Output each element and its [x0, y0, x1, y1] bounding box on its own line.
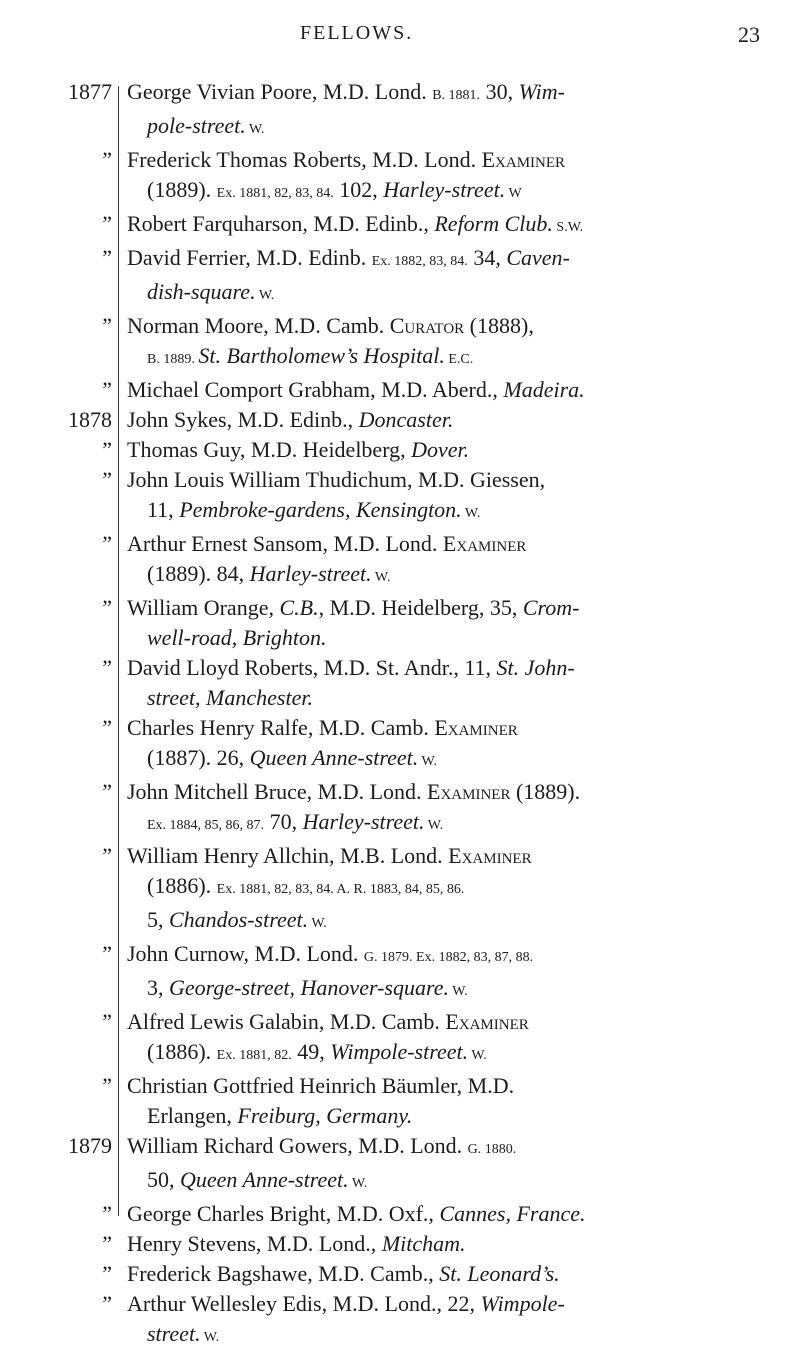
entry-address: Freiburg, Germany. — [237, 1103, 413, 1128]
entry-name: Alfred Lewis Galabin, M.D. Camb. — [127, 1009, 446, 1034]
year-label: ” — [102, 245, 112, 270]
entry-district: W. — [461, 506, 481, 521]
entry-text-part: 102, — [333, 177, 384, 202]
entry-text — [127, 529, 787, 593]
year-label: ” — [102, 147, 112, 172]
entry-name: Thomas Guy, M.D. Heidelberg, — [127, 437, 412, 462]
entry-address: Harley-street. — [302, 809, 425, 834]
entry-text — [127, 939, 787, 1007]
entry-text-part: 34, — [467, 245, 507, 270]
year-label: ” — [102, 1073, 112, 1098]
entry-address: Caven- — [506, 245, 570, 270]
entry-name: John Louis William Thudichum, M.D. Giessen, — [127, 467, 546, 492]
entry-text — [127, 1259, 787, 1289]
entry-name: Frederick Bagshawe, M.D. Camb., — [127, 1261, 440, 1286]
list-item — [0, 243, 801, 311]
year-label: ” — [102, 1291, 112, 1316]
entry-name: George Vivian Poore, M.D. Lond. — [127, 79, 433, 104]
entry-address: Cannes, France. — [439, 1201, 586, 1226]
list-item — [0, 593, 801, 653]
list-item — [0, 405, 801, 435]
entry-text — [127, 1071, 787, 1131]
list-item — [0, 145, 801, 209]
entry-address: Reform Club. — [434, 211, 553, 236]
entry-address: Wim- — [518, 79, 566, 104]
entry-district: W. — [200, 1330, 220, 1345]
entry-name: David Lloyd Roberts, M.D. St. Andr., 11, — [127, 655, 497, 680]
entry-text-part: 50, — [147, 1167, 180, 1192]
entry-text — [127, 405, 787, 435]
entry-office: Examiner — [427, 779, 511, 804]
entry-address: Harley-street. — [383, 177, 506, 202]
list-item — [0, 1131, 801, 1199]
entry-text-part: (1889). 84, — [147, 561, 250, 586]
entry-address: George-street, Hanover-square. — [169, 975, 449, 1000]
entry-address: Wimpole-street. — [330, 1039, 469, 1064]
entry-note: B. 1881. — [432, 88, 481, 103]
entry-address: Crom- — [522, 595, 580, 620]
entry-text — [127, 1289, 787, 1353]
list-item — [0, 841, 801, 939]
entry-address: pole-street. — [147, 113, 246, 138]
entry-text — [127, 435, 787, 465]
list-item — [0, 713, 801, 777]
list-item — [0, 1199, 801, 1229]
entry-text — [127, 311, 787, 375]
entry-district: W. — [424, 818, 444, 833]
entry-address: street. — [147, 1321, 201, 1346]
entry-text — [127, 1199, 787, 1229]
list-item — [0, 1229, 801, 1259]
entry-district: S.W. — [552, 220, 584, 235]
list-item — [0, 1289, 801, 1353]
year-label: ” — [102, 655, 112, 680]
year-label: ” — [102, 715, 112, 740]
entry-name: George Charles Bright, M.D. Oxf., — [127, 1201, 440, 1226]
entry-name: Henry Stevens, M.D. Lond., — [127, 1231, 382, 1256]
entry-text — [127, 653, 787, 713]
entry-name: John Curnow, M.D. Lond. — [127, 941, 364, 966]
entry-address: St. Leonard’s. — [439, 1261, 560, 1286]
entry-text-part: (1889). — [147, 177, 217, 202]
entry-district: W. — [308, 916, 327, 931]
list-item — [0, 939, 801, 1007]
entry-text-part: 3, — [147, 975, 169, 1000]
entry-address: Queen Anne-street. — [180, 1167, 349, 1192]
entry-address: dish-square. — [147, 279, 256, 304]
fellows-list — [0, 77, 801, 1353]
entry-address: Doncaster. — [358, 407, 454, 432]
entry-office: Curator — [389, 313, 465, 338]
year-label: 1877 — [68, 79, 112, 104]
list-item — [0, 1259, 801, 1289]
entry-name: John Sykes, M.D. Edinb., — [127, 407, 359, 432]
entry-text-part: (1889). — [510, 779, 581, 804]
entry-text-part: (1887). 26, — [147, 745, 250, 770]
entry-address: Madeira. — [503, 377, 585, 402]
entry-district: W. — [418, 754, 437, 769]
entry-name: Robert Farquharson, M.D. Edinb., — [127, 211, 435, 236]
entry-text — [127, 713, 787, 777]
entry-note: G. 1879. Ex. 1882, 83, 87, 88. — [363, 950, 534, 965]
entry-text-part: (1886). — [147, 873, 217, 898]
entry-address: Pembroke-gardens, Kensington. — [179, 497, 462, 522]
year-label: ” — [102, 1231, 112, 1256]
entry-name: Frederick Thomas Roberts, M.D. Lond. — [127, 147, 482, 172]
list-item — [0, 777, 801, 841]
entry-district: W — [505, 186, 522, 201]
entry-text-part: (1888), — [464, 313, 534, 338]
year-label: 1878 — [68, 407, 112, 432]
entry-text — [127, 1007, 787, 1071]
entry-address: Mitcham. — [381, 1231, 466, 1256]
entry-text-part: 70, — [264, 809, 303, 834]
entry-text-part: 30, — [480, 79, 519, 104]
entry-note: G. 1880. — [467, 1142, 517, 1157]
entry-text-part: 49, — [291, 1039, 331, 1064]
entry-district: W. — [448, 984, 468, 999]
list-item — [0, 209, 801, 243]
entry-text — [127, 777, 787, 841]
entry-text-part: (1886). — [147, 1039, 217, 1064]
entry-address: St. John- — [496, 655, 575, 680]
year-label: ” — [102, 313, 112, 338]
entry-text-part: 11, — [147, 497, 180, 522]
entry-text — [127, 145, 787, 209]
list-item — [0, 1007, 801, 1071]
list-item — [0, 653, 801, 713]
entry-name: William Henry Allchin, M.B. Lond. — [127, 843, 449, 868]
list-item — [0, 311, 801, 375]
year-label: ” — [102, 211, 112, 236]
entry-office: Examiner — [434, 715, 518, 740]
year-label: ” — [102, 595, 112, 620]
entry-name: William Orange, — [127, 595, 280, 620]
entry-name: Christian Gottfried Heinrich Bäumler, M.D. — [127, 1073, 515, 1098]
entry-text — [127, 243, 787, 311]
entry-name: Norman Moore, M.D. Camb. — [127, 313, 390, 338]
year-label: ” — [102, 437, 112, 462]
entry-office: Examiner — [481, 147, 566, 172]
entry-address: Dover. — [411, 437, 470, 462]
entry-address: street, Manchester. — [147, 685, 313, 710]
entry-address: Queen Anne-street. — [249, 745, 419, 770]
year-label: ” — [102, 531, 112, 556]
entry-address: St. Bartholomew’s Hospital. — [198, 343, 445, 368]
list-item — [0, 435, 801, 465]
entry-district: W. — [255, 288, 275, 303]
year-label: ” — [102, 779, 112, 804]
entry-office: Examiner — [442, 531, 527, 556]
entry-text — [127, 465, 787, 529]
entry-note: Ex. 1884, 85, 86, 87. — [147, 818, 265, 833]
entry-name: Arthur Wellesley Edis, M.D. Lond., 22, — [127, 1291, 481, 1316]
year-label: ” — [102, 467, 112, 492]
list-item — [0, 529, 801, 593]
entry-text — [127, 375, 787, 405]
entry-district: E.C. — [444, 352, 474, 367]
list-item — [0, 375, 801, 405]
entry-name: Michael Comport Grabham, M.D. Aberd., — [127, 377, 504, 402]
entry-note: Ex. 1881, 82, 83, 84. A. R. 1883, 84, 85, 86. — [216, 882, 465, 897]
entry-office: Examiner — [448, 843, 532, 868]
entry-note: Ex. 1881, 82. — [216, 1048, 292, 1063]
entry-text-part: Erlangen, — [147, 1103, 238, 1128]
entry-text — [127, 77, 787, 145]
entry-name: David Ferrier, M.D. Edinb. — [127, 245, 372, 270]
entry-name: Arthur Ernest Sansom, M.D. Lond. — [127, 531, 443, 556]
entry-honour: C.B. — [279, 595, 319, 620]
year-label: ” — [102, 1201, 112, 1226]
entry-note: Ex. 1881, 82, 83, 84. — [216, 186, 334, 201]
list-item — [0, 1071, 801, 1131]
entry-address: well-road, Brighton. — [147, 625, 327, 650]
year-label: ” — [102, 843, 112, 868]
entry-text — [127, 209, 787, 243]
entry-name: Charles Henry Ralfe, M.D. Camb. — [127, 715, 435, 740]
year-label: ” — [102, 941, 112, 966]
year-label: 1879 — [68, 1133, 112, 1158]
list-item — [0, 77, 801, 145]
entry-office: Examiner — [445, 1009, 529, 1034]
entry-text — [127, 841, 787, 939]
entry-address: Chandos-street. — [169, 907, 309, 932]
entry-text — [127, 1229, 787, 1259]
entry-district: W. — [348, 1176, 368, 1191]
entry-text — [127, 1131, 787, 1199]
year-label: ” — [102, 377, 112, 402]
entry-address: Harley-street. — [249, 561, 372, 586]
list-item — [0, 465, 801, 529]
year-label: ” — [102, 1009, 112, 1034]
entry-note: Ex. 1882, 83, 84. — [371, 254, 468, 269]
entry-district: W. — [468, 1048, 487, 1063]
entry-text — [127, 593, 787, 653]
entry-note: B. 1889. — [147, 352, 199, 367]
entry-address: Wimpole- — [480, 1291, 565, 1316]
page-number: 23 — [738, 22, 760, 47]
entry-text-part: 5, — [147, 907, 169, 932]
year-label: ” — [102, 1261, 112, 1286]
entry-name: William Richard Gowers, M.D. Lond. — [127, 1133, 468, 1158]
entry-name: John Mitchell Bruce, M.D. Lond. — [127, 779, 428, 804]
entry-text-part: , M.D. Heidelberg, 35, — [318, 595, 523, 620]
page-header — [0, 22, 801, 52]
entry-district: W. — [371, 570, 391, 585]
entry-district: W. — [245, 122, 265, 137]
running-title: FELLOWS. — [300, 22, 414, 44]
